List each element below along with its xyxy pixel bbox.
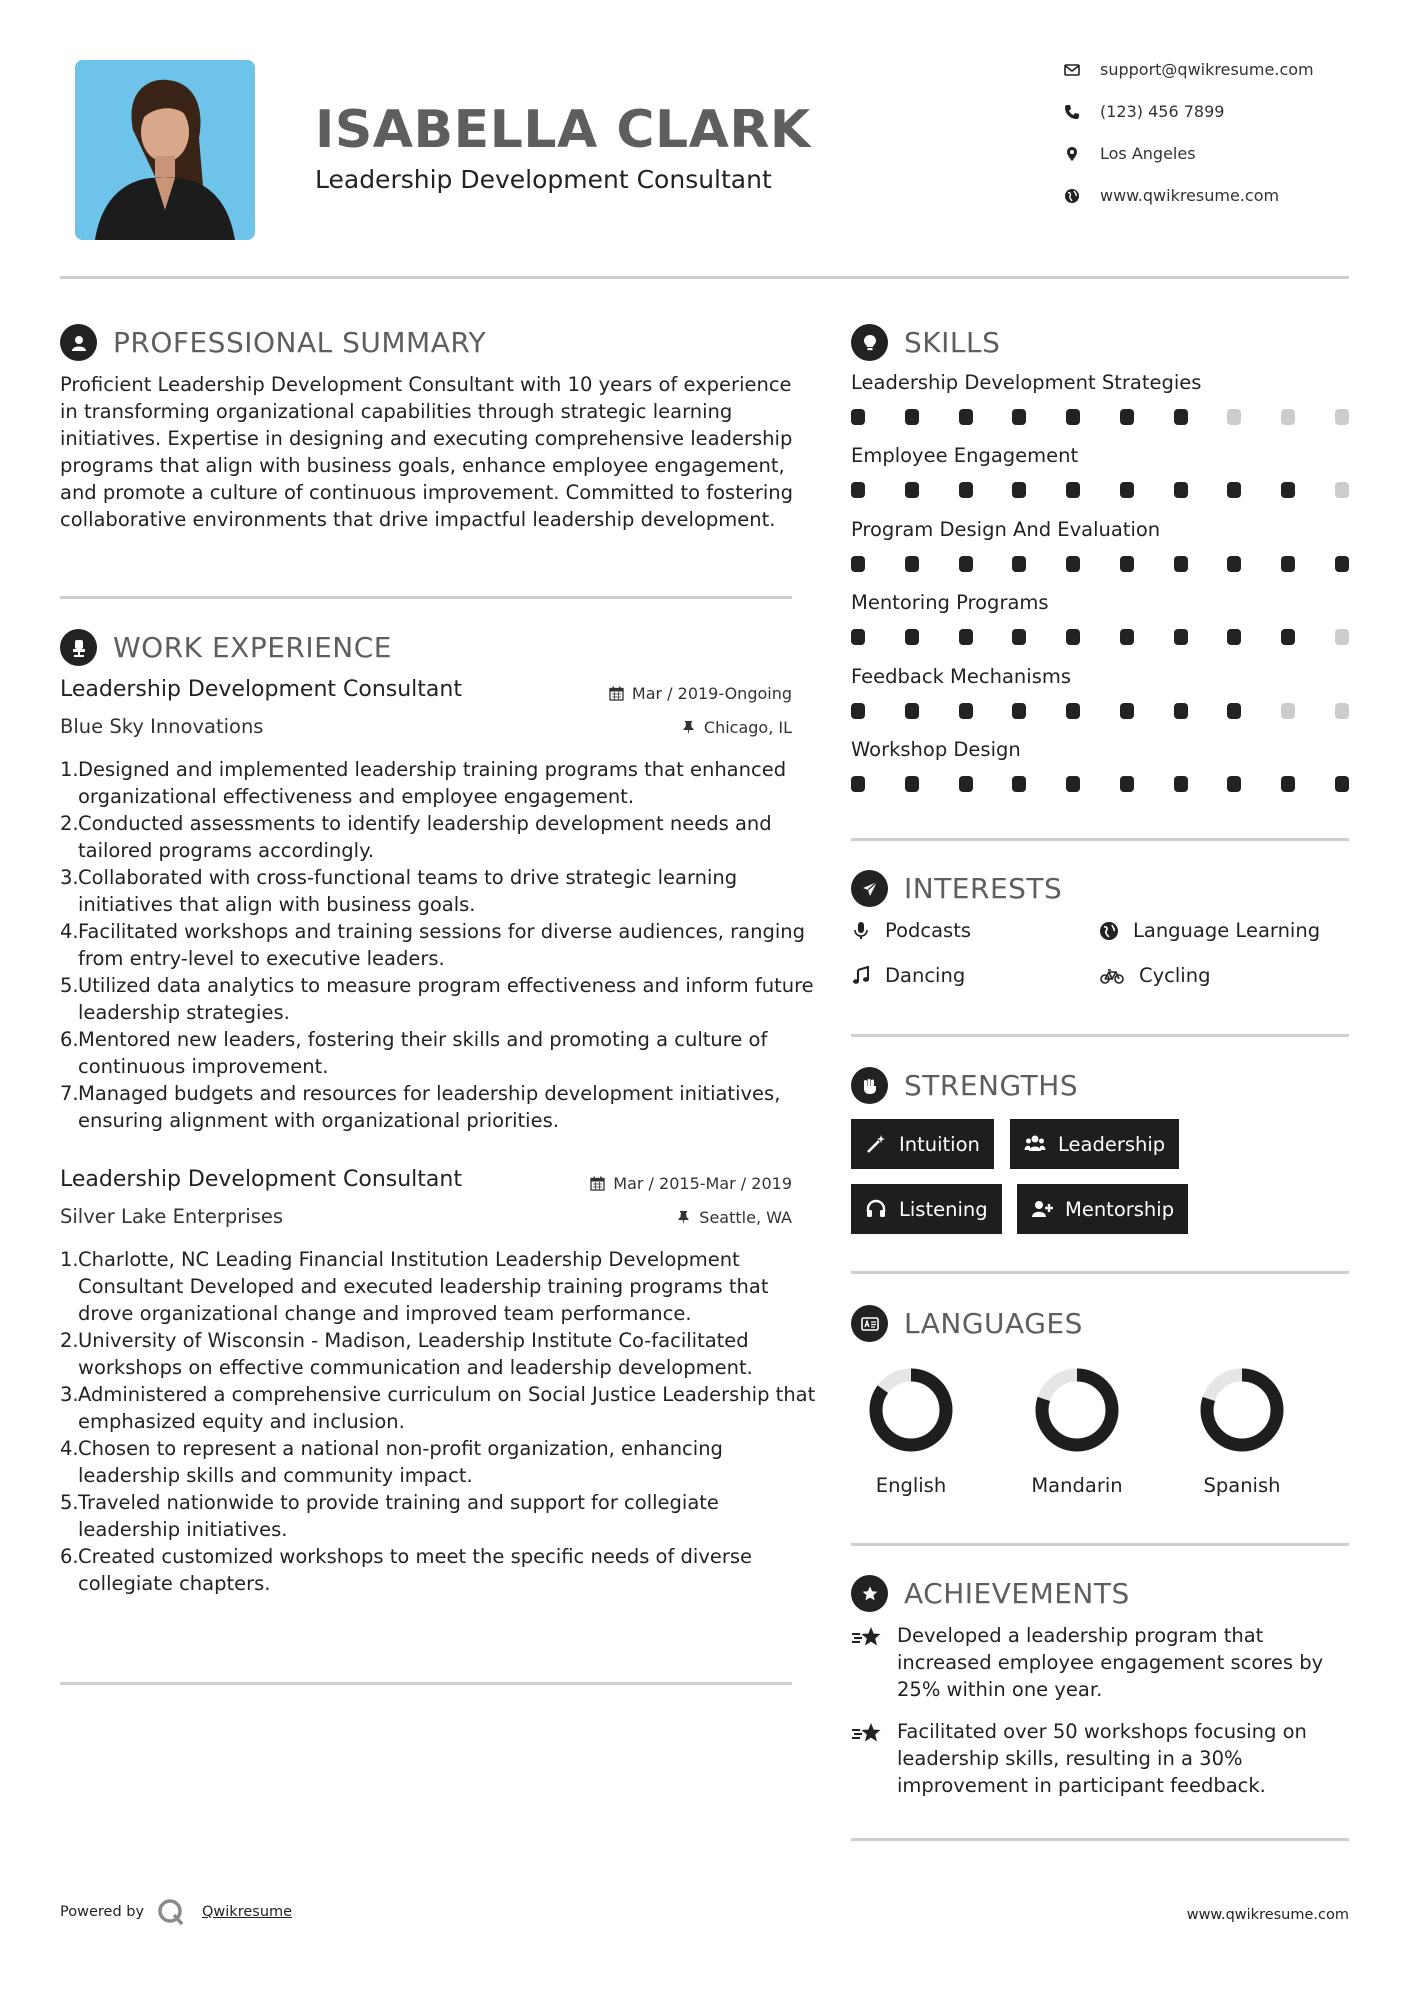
skill-dot-filled <box>1174 703 1188 719</box>
list-item: Managed budgets and resources for leadership development initiatives, ensuring alignment with organizational priorities. <box>78 1082 781 1132</box>
skill-dot-filled <box>1335 776 1349 792</box>
phone-icon <box>1064 104 1080 120</box>
skill-dot-filled <box>1120 776 1134 792</box>
language-label-english: English <box>875 1474 947 1497</box>
strength-mentorship-label: Mentorship <box>1065 1197 1175 1221</box>
skill-dot-filled <box>905 409 919 425</box>
skill-dot-filled <box>1120 629 1134 645</box>
skill-dot-filled <box>905 776 919 792</box>
achievements-heading <box>851 1575 1130 1612</box>
work-divider <box>60 1682 792 1685</box>
skill-level-dots <box>851 629 1349 645</box>
skill-name: Workshop Design <box>851 738 1021 761</box>
microphone-icon <box>851 921 871 941</box>
skill-dot-filled <box>905 703 919 719</box>
skill-dot-filled <box>851 776 865 792</box>
skills-divider <box>851 838 1349 841</box>
skill-dot-filled <box>1174 629 1188 645</box>
summary-heading-text: PROFESSIONAL SUMMARY <box>113 326 487 359</box>
skill-dot-filled <box>905 629 919 645</box>
achievement-item-2 <box>851 1718 1349 1799</box>
languages-heading <box>851 1305 1083 1342</box>
skill-dot-filled <box>905 482 919 498</box>
language-label-spanish: Spanish <box>1203 1474 1281 1497</box>
achievement-text-2: Facilitated over 50 workshops focusing on leadership skills, resulting in a 30% improvement in participant feedback. <box>897 1720 1307 1797</box>
skill-level-dots <box>851 556 1349 572</box>
qwikresume-logo <box>156 1897 186 1927</box>
job-1-location-text: Chicago, IL <box>703 718 792 737</box>
briefcase-chair-icon <box>60 629 97 666</box>
job-2-location <box>492 1208 792 1227</box>
language-rings <box>851 1360 1349 1460</box>
strength-leadership-label: Leadership <box>1058 1132 1166 1156</box>
strength-intuition-label: Intuition <box>899 1132 980 1156</box>
job-1-company: Blue Sky Innovations <box>60 715 264 738</box>
strength-leadership <box>1010 1119 1179 1169</box>
contact-location-text: Los Angeles <box>1100 144 1196 163</box>
skill-dot-filled <box>959 703 973 719</box>
list-item: Conducted assessments to identify leadership development needs and tailored programs accordingly. <box>78 812 772 862</box>
bicycle-icon <box>1099 966 1125 986</box>
skill-dot-filled <box>959 556 973 572</box>
skill-level-dots <box>851 482 1349 498</box>
skill-dot-filled <box>1335 556 1349 572</box>
header-divider <box>60 276 1349 279</box>
skill-dot-filled <box>1227 703 1241 719</box>
skill-dot-filled <box>1120 703 1134 719</box>
job-1-dates-text: Mar / 2019-Ongoing <box>631 684 792 703</box>
skill-name: Leadership Development Strategies <box>851 371 1202 394</box>
skill-dot-filled <box>1174 409 1188 425</box>
user-icon <box>60 324 97 361</box>
headphones-icon <box>865 1198 887 1220</box>
candidate-title: Leadership Development Consultant <box>315 165 772 194</box>
interests-heading <box>851 870 1062 907</box>
interest-podcasts-label: Podcasts <box>885 919 972 942</box>
lightbulb-icon <box>851 324 888 361</box>
work-heading-text: WORK EXPERIENCE <box>113 631 392 664</box>
candidate-name: ISABELLA CLARK <box>315 100 811 160</box>
strength-mentorship <box>1017 1184 1188 1234</box>
interest-cycling <box>1099 964 1210 987</box>
languages-divider <box>851 1543 1349 1546</box>
qwikresume-link[interactable]: Qwikresume <box>202 1904 293 1920</box>
achievements-divider <box>851 1838 1349 1841</box>
strengths-heading <box>851 1067 1078 1104</box>
skill-dot-filled <box>959 629 973 645</box>
skill-dot-filled <box>1281 556 1295 572</box>
contact-location <box>1064 144 1384 163</box>
skill-dot-filled <box>959 776 973 792</box>
skill-dot-filled <box>851 409 865 425</box>
skill-dot-filled <box>1174 776 1188 792</box>
skill-dot-filled <box>1120 482 1134 498</box>
list-item: Charlotte, NC Leading Financial Institution Leadership Development Consultant Developed and executed leadership training programs that drove organizational change and improved team performance. <box>78 1248 769 1325</box>
map-pin-icon <box>1064 146 1080 162</box>
skill-level-dots <box>851 409 1349 425</box>
profile-photo <box>75 60 255 240</box>
skill-dot-filled <box>1281 482 1295 498</box>
strengths-divider <box>851 1271 1349 1274</box>
work-heading <box>60 629 392 666</box>
job-1-bullets <box>60 756 818 1134</box>
skill-dot-filled <box>1012 703 1026 719</box>
skill-dot-filled <box>1227 776 1241 792</box>
interest-language-learning-label: Language Learning <box>1133 919 1321 942</box>
summary-text: Proficient Leadership Development Consultant with 10 years of experience in transforming organizational capabilities through strategic learning initiatives. Expertise in designing and executing comprehensive leadership programs that align with business goals, enhance employee engagement, and promote a culture of continuous improvement. Committed to fostering collaborative environments that drive impactful leadership development. <box>60 373 794 531</box>
achievement-text-1: Developed a leadership program that increased employee engagement scores by 25% within one year. <box>897 1624 1324 1701</box>
contact-phone[interactable] <box>1064 102 1384 121</box>
skill-dot-filled <box>959 482 973 498</box>
summary-heading <box>60 324 486 361</box>
skill-dot-filled <box>1066 409 1080 425</box>
contact-website-text: www.qwikresume.com <box>1100 186 1280 205</box>
interest-dancing <box>851 964 965 987</box>
interest-podcasts <box>851 919 971 942</box>
skill-dot-empty <box>1227 409 1241 425</box>
skill-dot-filled <box>851 629 865 645</box>
list-item: Utilized data analytics to measure program effectiveness and inform future leadership strategies. <box>78 974 814 1024</box>
skill-dot-filled <box>851 556 865 572</box>
skill-dot-filled <box>1120 556 1134 572</box>
skill-dot-empty <box>1281 409 1295 425</box>
job-1-title: Leadership Development Consultant <box>60 677 462 702</box>
skill-dot-filled <box>1066 482 1080 498</box>
envelope-icon <box>1064 62 1080 78</box>
skill-dot-filled <box>851 482 865 498</box>
skill-dot-empty <box>1335 629 1349 645</box>
globe-icon <box>1099 921 1119 941</box>
calendar-icon <box>590 1176 605 1191</box>
skill-dot-filled <box>959 409 973 425</box>
skill-dot-filled <box>1066 703 1080 719</box>
contact-website[interactable] <box>1064 186 1384 205</box>
contact-email-text: support@qwikresume.com <box>1100 60 1314 79</box>
skill-dot-filled <box>905 556 919 572</box>
skill-dot-filled <box>851 703 865 719</box>
list-item: Created customized workshops to meet the specific needs of diverse collegiate chapters. <box>78 1545 753 1595</box>
language-label-mandarin: Mandarin <box>1031 1474 1123 1497</box>
achievement-item-1 <box>851 1622 1349 1703</box>
skill-dot-filled <box>1174 482 1188 498</box>
skill-dot-filled <box>1066 776 1080 792</box>
skill-name: Program Design And Evaluation <box>851 517 1161 541</box>
fist-icon <box>851 1067 888 1104</box>
footer-url[interactable]: www.qwikresume.com <box>1186 1907 1349 1923</box>
job-2-bullets <box>60 1246 818 1597</box>
summary-divider <box>60 596 792 599</box>
globe-icon <box>1064 188 1080 204</box>
list-item: Traveled nationwide to provide training and support for collegiate leadership initiatives. <box>78 1491 719 1541</box>
shooting-star-icon <box>851 1625 883 1651</box>
job-2-company: Silver Lake Enterprises <box>60 1205 284 1228</box>
languages-heading-text: LANGUAGES <box>904 1307 1083 1340</box>
skill-dot-filled <box>1281 629 1295 645</box>
interest-dancing-label: Dancing <box>885 964 966 987</box>
list-item: Designed and implemented leadership training programs that enhanced organizational effectiveness and employee engagement. <box>78 758 787 808</box>
language-icon <box>851 1305 888 1342</box>
skill-name: Feedback Mechanisms <box>851 664 1072 688</box>
skill-dot-filled <box>1012 629 1026 645</box>
skill-dot-filled <box>1012 409 1026 425</box>
strength-intuition <box>851 1119 994 1169</box>
skill-dot-filled <box>1227 629 1241 645</box>
list-item: Administered a comprehensive curriculum on Social Justice Leadership that emphasized equity and inclusion. <box>78 1383 816 1433</box>
strength-listening-label: Listening <box>899 1197 988 1221</box>
skill-level-dots <box>851 703 1349 719</box>
skill-dot-filled <box>1066 556 1080 572</box>
contact-phone-text: (123) 456 7899 <box>1100 102 1225 121</box>
interests-heading-text: INTERESTS <box>904 872 1063 905</box>
list-item: Facilitated workshops and training sessions for diverse audiences, ranging from entry-level to executive leaders. <box>78 920 806 970</box>
powered-by-text: Powered by <box>60 1904 145 1920</box>
list-item: Mentored new leaders, fostering their skills and promoting a culture of continuous improvement. <box>78 1028 768 1078</box>
list-item: Collaborated with cross-functional teams to drive strategic learning initiatives that align with business goals. <box>78 866 738 916</box>
interest-cycling-label: Cycling <box>1139 964 1211 987</box>
music-icon <box>851 966 871 986</box>
job-1-location <box>492 718 792 737</box>
interest-language-learning <box>1099 919 1320 942</box>
skill-dot-filled <box>1012 556 1026 572</box>
skill-dot-filled <box>1174 556 1188 572</box>
job-2-dates <box>492 1174 792 1193</box>
strengths-heading-text: STRENGTHS <box>904 1069 1079 1102</box>
skill-dot-empty <box>1335 482 1349 498</box>
interests-divider <box>851 1034 1349 1037</box>
skill-dot-filled <box>1066 629 1080 645</box>
skill-dot-filled <box>1227 482 1241 498</box>
calendar-icon <box>609 686 624 701</box>
skill-dot-filled <box>1012 482 1026 498</box>
skill-dot-empty <box>1281 703 1295 719</box>
job-2-title: Leadership Development Consultant <box>60 1167 462 1192</box>
shooting-star-icon <box>851 1721 883 1747</box>
user-plus-icon <box>1031 1198 1053 1220</box>
skill-name: Employee Engagement <box>851 444 1079 468</box>
magic-wand-icon <box>865 1133 887 1155</box>
skill-dot-empty <box>1335 409 1349 425</box>
list-item: Chosen to represent a national non-profit organization, enhancing leadership skills and community impact. <box>78 1437 723 1487</box>
paper-plane-icon <box>851 870 888 907</box>
list-item: University of Wisconsin - Madison, Leadership Institute Co-facilitated workshops on effective communication and leadership development. <box>78 1329 753 1379</box>
job-2-location-text: Seattle, WA <box>699 1208 792 1227</box>
skill-dot-filled <box>1227 556 1241 572</box>
skills-heading-text: SKILLS <box>904 326 1001 359</box>
strength-listening <box>851 1184 1002 1234</box>
skill-dot-filled <box>1012 776 1026 792</box>
star-badge-icon <box>851 1575 888 1612</box>
contact-email[interactable] <box>1064 60 1384 79</box>
skill-level-dots <box>851 776 1349 792</box>
skill-name: Mentoring Programs <box>851 591 1049 615</box>
job-2-dates-text: Mar / 2015-Mar / 2019 <box>613 1174 792 1193</box>
job-1-dates <box>492 684 792 703</box>
users-icon <box>1024 1133 1046 1155</box>
pushpin-icon <box>681 720 696 735</box>
skills-heading <box>851 324 1000 361</box>
skill-dot-empty <box>1335 703 1349 719</box>
skill-dot-filled <box>1281 776 1295 792</box>
skill-dot-filled <box>1120 409 1134 425</box>
achievements-heading-text: ACHIEVEMENTS <box>904 1577 1130 1610</box>
pushpin-icon <box>676 1210 691 1225</box>
